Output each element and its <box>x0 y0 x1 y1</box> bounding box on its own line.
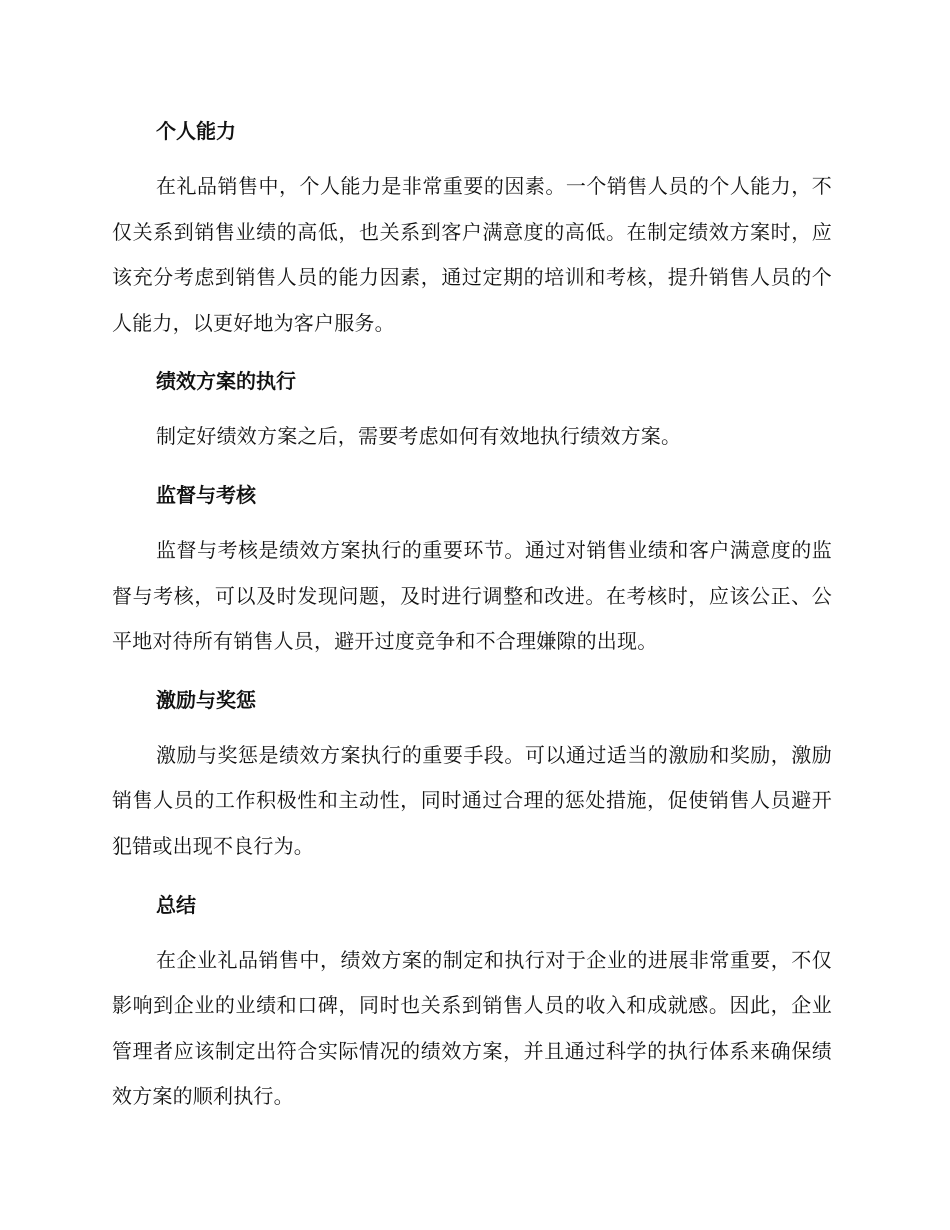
section-paragraph: 激励与奖惩是绩效方案执行的重要手段。可以通过适当的激励和奖励，激励销售人员的工作积极性和主动性，同时通过合理的惩处措施，促使销售人员避开犯错或出现不良行为。 <box>112 742 832 858</box>
section-plan-execution <box>112 358 832 460</box>
section-supervision-assessment <box>112 472 832 665</box>
section-paragraph: 制定好绩效方案之后，需要考虑如何有效地执行绩效方案。 <box>156 424 682 449</box>
section-heading: 激励与奖惩 <box>156 687 256 712</box>
section-personal-ability <box>112 108 832 346</box>
document-page <box>112 108 832 1132</box>
section-paragraph: 在礼品销售中，个人能力是非常重要的因素。一个销售人员的个人能力，不仅关系到销售业绩的高低，也关系到客户满意度的高低。在制定绩效方案时，应该充分考虑到销售人员的能力因素，通过定期的培训和考核，提升销售人员的个人能力，以更好地为客户服务。 <box>112 174 832 335</box>
section-paragraph: 监督与考核是绩效方案执行的重要环节。通过对销售业绩和客户满意度的监督与考核，可以及时发现问题，及时进行调整和改进。在考核时，应该公正、公平地对待所有销售人员，避开过度竞争和不合理嫌隙的出现。 <box>112 537 832 654</box>
section-heading: 监督与考核 <box>156 482 256 507</box>
section-incentives-rewards <box>112 677 832 870</box>
section-heading: 个人能力 <box>156 119 236 143</box>
section-paragraph: 在企业礼品销售中，绩效方案的制定和执行对于企业的进展非常重要，不仅影响到企业的业绩和口碑，同时也关系到销售人员的收入和成就感。因此，企业管理者应该制定出符合实际情况的绩效方案，并且通过科学的执行体系来确保绩效方案的顺利执行。 <box>112 947 832 1109</box>
section-summary <box>112 882 832 1120</box>
section-heading: 绩效方案的执行 <box>156 369 296 394</box>
section-heading: 总结 <box>156 892 196 917</box>
